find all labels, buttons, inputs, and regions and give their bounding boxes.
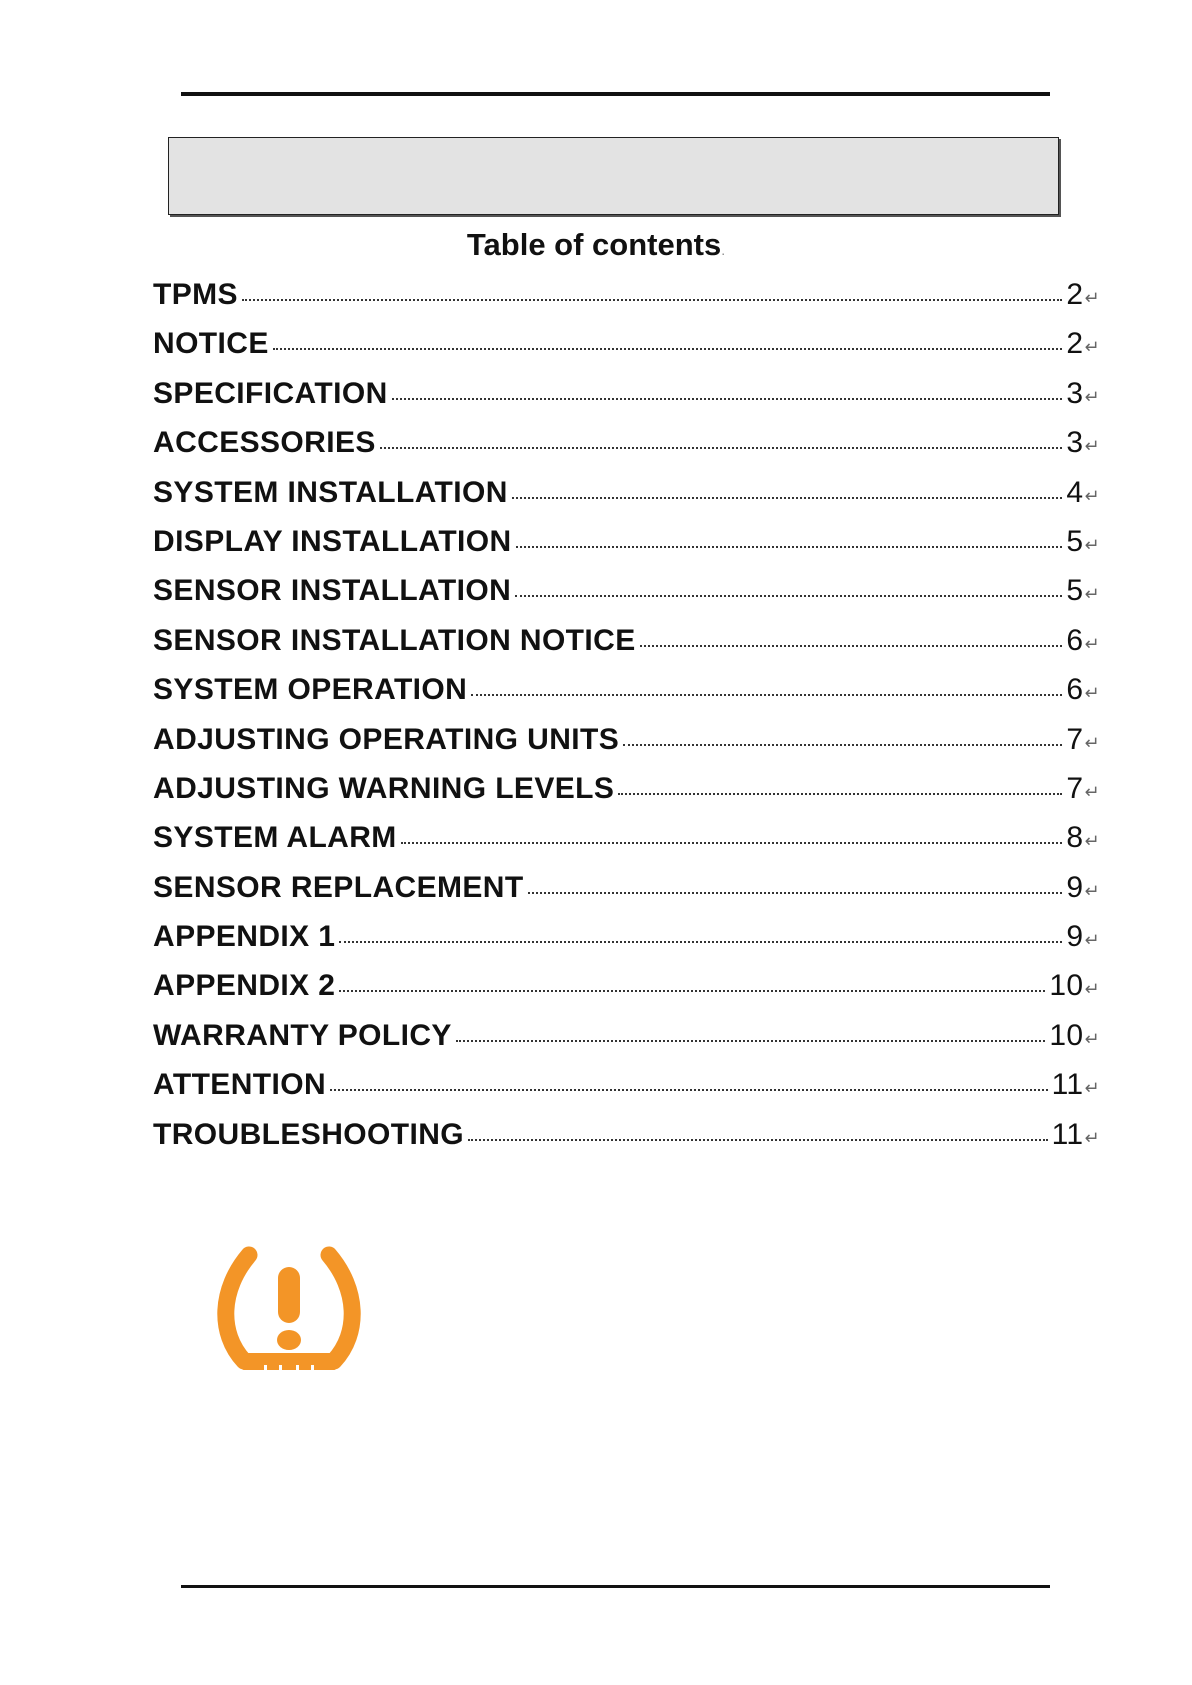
toc-entry[interactable]: [153, 920, 1100, 969]
toc-entry[interactable]: [153, 772, 1100, 821]
toc-dot-leader: [516, 546, 1063, 548]
toc-entry[interactable]: [153, 624, 1100, 673]
paragraph-return-mark: ↵: [1084, 485, 1100, 506]
toc-entry-page-number: 11: [1051, 1117, 1084, 1151]
paragraph-return-mark: ↵: [1084, 1078, 1100, 1099]
paragraph-return-mark: ↵: [1084, 584, 1100, 605]
paragraph-return-mark: ↵: [1084, 288, 1100, 308]
toc-dot-leader: [515, 595, 1062, 597]
toc-entry[interactable]: [153, 278, 1100, 327]
toc-entry[interactable]: [153, 871, 1100, 920]
toc-entry-label: SPECIFICATION: [153, 376, 388, 410]
toc-dot-leader: [392, 398, 1063, 400]
toc-entry[interactable]: [153, 821, 1100, 870]
toc-entry-page-number: 11: [1051, 1068, 1084, 1102]
toc-dot-leader: [401, 842, 1063, 844]
toc-entry-label: SYSTEM ALARM: [153, 821, 397, 855]
toc-entry-page-number: 8: [1066, 821, 1084, 855]
toc-entry-page-number: 7: [1066, 722, 1084, 756]
paragraph-return-mark: ↵: [1084, 534, 1100, 555]
paragraph-return-mark: ↵: [1084, 337, 1100, 358]
paragraph-return-mark: ↵: [1084, 436, 1100, 457]
paragraph-return-mark: ↵: [1084, 831, 1100, 852]
toc-entry-page-number: 5: [1066, 574, 1084, 608]
footer-rule: [181, 1585, 1050, 1588]
tire-pressure-warning-icon: [214, 1245, 364, 1375]
toc-entry[interactable]: [153, 377, 1100, 426]
toc-entry[interactable]: [153, 327, 1100, 376]
toc-entry[interactable]: [153, 723, 1100, 772]
toc-entry-page-number: 10: [1049, 1018, 1084, 1052]
toc-title-mark: .: [721, 242, 726, 258]
toc-entry-label: SENSOR INSTALLATION NOTICE: [153, 623, 636, 657]
toc-entry-label: NOTICE: [153, 327, 269, 361]
paragraph-return-mark: ↵: [1084, 930, 1100, 951]
toc-dot-leader: [468, 1139, 1048, 1141]
toc-title: [0, 227, 1192, 263]
toc-entry[interactable]: [153, 525, 1100, 574]
toc-entry[interactable]: [153, 476, 1100, 525]
toc-dot-leader: [456, 1040, 1046, 1042]
toc-title-text: Table of contents: [466, 227, 722, 262]
toc-dot-leader: [339, 941, 1062, 943]
toc-dot-leader: [618, 793, 1062, 795]
toc-entry[interactable]: [153, 969, 1100, 1018]
toc-entry-label: SYSTEM INSTALLATION: [153, 475, 508, 509]
toc-entry-page-number: 9: [1066, 870, 1084, 904]
toc-entry-page-number: 9: [1066, 920, 1084, 954]
toc-entry-page-number: 6: [1066, 623, 1084, 657]
toc-dot-leader: [330, 1089, 1048, 1091]
toc-dot-leader: [242, 299, 1062, 301]
paragraph-return-mark: ↵: [1084, 781, 1100, 802]
toc-entry[interactable]: [153, 1118, 1100, 1167]
toc-entry-label: WARRANTY POLICY: [153, 1018, 452, 1052]
toc-entry[interactable]: [153, 673, 1100, 722]
toc-entry-label: SENSOR INSTALLATION: [153, 574, 512, 608]
paragraph-return-mark: ↵: [1084, 880, 1100, 901]
toc-dot-leader: [640, 645, 1063, 647]
toc-entry-label: SENSOR REPLACEMENT: [153, 870, 524, 904]
toc-entry-page-number: 10: [1049, 969, 1084, 1003]
paragraph-return-mark: ↵: [1084, 683, 1100, 704]
toc-entry-page-number: 6: [1066, 673, 1084, 707]
paragraph-return-mark: ↵: [1084, 1028, 1100, 1049]
toc-entry[interactable]: [153, 426, 1100, 475]
toc-entry-label: TROUBLESHOOTING: [153, 1117, 464, 1151]
toc-dot-leader: [339, 990, 1045, 992]
toc-entry-page-number: 5: [1066, 524, 1084, 558]
toc-entry-label: TPMS: [153, 278, 238, 311]
toc-entry[interactable]: [153, 574, 1100, 623]
toc-list: [153, 278, 1100, 1167]
paragraph-return-mark: ↵: [1084, 732, 1100, 753]
toc-dot-leader: [273, 348, 1063, 350]
toc-entry-label: ACCESSORIES: [153, 426, 376, 460]
toc-entry-page-number: 4: [1066, 475, 1084, 509]
toc-entry-label: SYSTEM OPERATION: [153, 673, 468, 707]
paragraph-return-mark: ↵: [1084, 633, 1100, 654]
toc-dot-leader: [380, 447, 1063, 449]
toc-entry-page-number: 2: [1066, 327, 1084, 361]
toc-entry-page-number: 3: [1066, 376, 1084, 410]
toc-dot-leader: [512, 497, 1063, 499]
toc-entry-label: DISPLAY INSTALLATION: [153, 524, 512, 558]
toc-entry-page-number: 3: [1066, 426, 1084, 460]
toc-dot-leader: [471, 694, 1062, 696]
toc-dot-leader: [623, 744, 1062, 746]
toc-entry-label: APPENDIX 1: [153, 920, 336, 954]
paragraph-return-mark: ↵: [1084, 979, 1100, 1000]
toc-entry-label: APPENDIX 2: [153, 969, 336, 1003]
toc-entry[interactable]: [153, 1019, 1100, 1068]
header-banner: [168, 137, 1059, 215]
header-rule: [181, 92, 1050, 96]
paragraph-return-mark: ↵: [1084, 386, 1100, 407]
toc-entry-label: ATTENTION: [153, 1068, 327, 1102]
toc-entry-label: ADJUSTING OPERATING UNITS: [153, 722, 620, 756]
toc-entry-page-number: 2: [1066, 278, 1084, 311]
toc-entry-page-number: 7: [1066, 771, 1084, 805]
toc-entry-label: ADJUSTING WARNING LEVELS: [153, 771, 615, 805]
toc-dot-leader: [528, 892, 1063, 894]
paragraph-return-mark: ↵: [1084, 1127, 1100, 1148]
toc-entry[interactable]: [153, 1068, 1100, 1117]
